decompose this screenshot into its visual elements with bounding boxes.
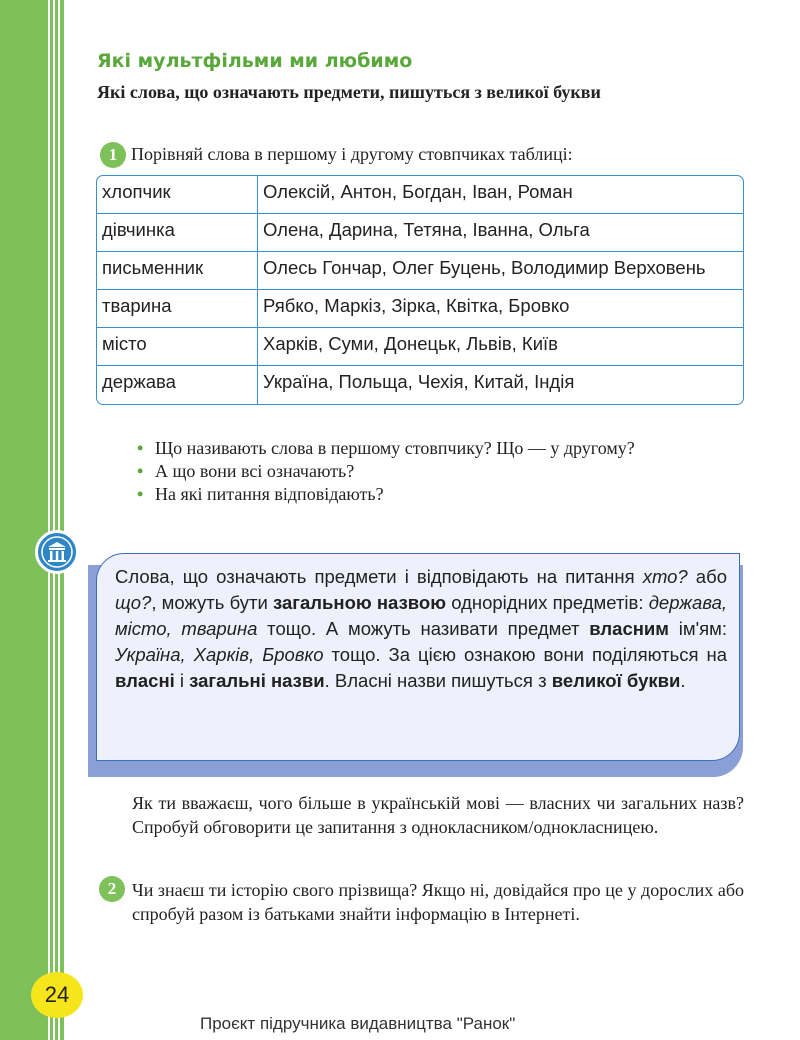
task1-text: Порівняй слова в першому і другому стовпчиках таблиці: bbox=[131, 144, 573, 164]
proper-names-cell: Україна, Польща, Чехія, Китай, Індія bbox=[263, 371, 575, 392]
proper-names-cell: Олесь Гончар, Олег Буцень, Володимир Верховень bbox=[258, 252, 743, 290]
sidebar-stripe bbox=[58, 0, 60, 1040]
common-noun-cell: дівчинка bbox=[97, 214, 258, 252]
lesson-title: Які мультфільми ми любимо bbox=[97, 50, 413, 72]
common-noun-cell: держава bbox=[97, 366, 258, 404]
rule-text: Слова, що означають предмети і відповідають на питання хто? або що?, можуть бути загальною назвою однорідних предметів: держава, місто, тварина тощо. А можуть називати предмет власним ім'ям: Україна, Харків, Бровко тощо. За цією ознакою вони поділяються на власні і загальні назви. Власні назви пишуться з великої букви. bbox=[96, 553, 740, 761]
bullet-icon: • bbox=[137, 461, 144, 481]
bullet-icon: • bbox=[137, 438, 144, 458]
left-sidebar bbox=[0, 0, 64, 1040]
task-number-badge: 1 bbox=[100, 142, 126, 168]
common-noun-cell: місто bbox=[97, 328, 258, 366]
task-number-badge: 2 bbox=[99, 876, 125, 902]
table-row bbox=[97, 214, 743, 252]
sidebar-stripe bbox=[48, 0, 50, 1040]
proper-names-cell: Олена, Дарина, Тетяна, Іванна, Ольга bbox=[258, 214, 743, 252]
rule-museum-icon bbox=[35, 530, 79, 574]
footer-text: Проєкт підручника видавництва "Ранок" bbox=[200, 1014, 516, 1033]
table-row bbox=[97, 328, 743, 366]
bullet-icon: • bbox=[137, 484, 144, 504]
table-row bbox=[97, 252, 743, 290]
words-table bbox=[96, 175, 744, 405]
common-noun-cell: хлопчик bbox=[97, 176, 258, 214]
table-row bbox=[97, 290, 743, 328]
table-row bbox=[97, 366, 743, 404]
common-noun-cell: письменник bbox=[97, 252, 258, 290]
common-noun-cell: тварина bbox=[97, 290, 258, 328]
proper-names-cell: Харків, Суми, Донецьк, Львів, Київ bbox=[258, 328, 743, 366]
page-number: 24 bbox=[31, 972, 83, 1018]
proper-names-cell: Олексій, Антон, Богдан, Іван, Роман bbox=[258, 176, 743, 214]
proper-names-cell: Рябко, Маркіз, Зірка, Квітка, Бровко bbox=[258, 290, 743, 328]
task2-text: Чи знаєш ти історію свого прізвища? Якщо ні, довідайся про це у дорослих або спробуй разом із батьками знайти інформацію в Інтернеті. bbox=[132, 880, 744, 924]
sidebar-stripe bbox=[53, 0, 55, 1040]
question-list bbox=[137, 437, 745, 506]
rule-box bbox=[88, 553, 743, 770]
table-row bbox=[97, 176, 743, 214]
lesson-subtitle: Які слова, що означають предмети, пишуться з великої букви bbox=[97, 82, 601, 102]
list-item: • На які питання відповідають? bbox=[137, 484, 384, 504]
discussion-question: Як ти вважаєш, чого більше в українській мові — власних чи загальних назв? Спробуй обговорити це запитання з однокласником/однокласницею. bbox=[132, 793, 744, 837]
list-item: • А що вони всі означають? bbox=[137, 461, 355, 481]
list-item: • Що називають слова в першому стовпчику? Що — у другому? bbox=[137, 438, 635, 458]
